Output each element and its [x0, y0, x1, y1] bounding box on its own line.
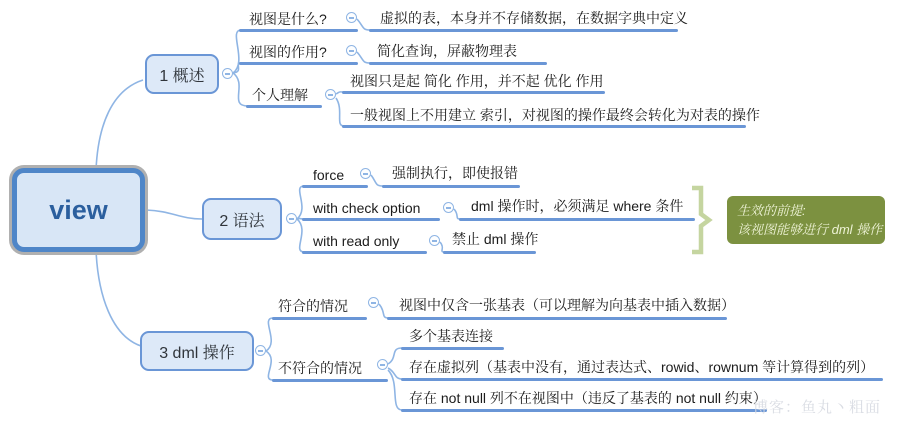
topic-with-check-option[interactable]: with check option	[313, 200, 421, 216]
topic-view-what-answer[interactable]: 虚拟的表，本身并不存储数据，在数据字典中定义	[380, 10, 688, 26]
topic-underline	[272, 317, 367, 320]
topic-view-role-answer[interactable]: 简化查询，屏蔽物理表	[377, 43, 517, 59]
connector-line	[146, 210, 202, 219]
topic-view-what-question[interactable]: 视图是什么?	[249, 11, 327, 27]
connector-line	[233, 30, 241, 73]
collapse-toggle-icon[interactable]	[255, 345, 266, 356]
collapse-toggle-icon[interactable]	[377, 359, 388, 370]
topic-dml-ok-desc[interactable]: 视图中仅含一张基表（可以理解为向基表中插入数据）	[399, 297, 735, 313]
connector-line	[379, 304, 388, 318]
watermark: 博客：鱼丸丶粗面	[753, 399, 882, 416]
connector-line	[336, 98, 344, 126]
branch-topic-syntax[interactable]: 2 语法	[202, 198, 282, 240]
topic-dml-not-ok-2[interactable]: 存在虚拟列（基表中没有，通过表达式、rowid、rownum 等计算得到的列）	[409, 359, 875, 375]
connector-line	[233, 73, 248, 106]
branch-topic-overview[interactable]: 1 概述	[145, 54, 219, 94]
topic-dml-not-ok-3[interactable]: 存在 not null 列不在视图中（违反了基表的 not null 约束）	[409, 390, 767, 406]
branch-topic-dml[interactable]: 3 dml 操作	[140, 331, 254, 371]
topic-underline	[342, 91, 605, 94]
topic-underline	[401, 378, 883, 381]
topic-underline	[302, 185, 368, 188]
connector-line	[266, 351, 273, 380]
connector-line	[297, 186, 304, 219]
collapse-toggle-icon[interactable]	[360, 168, 371, 179]
topic-force-desc[interactable]: 强制执行，即使报错	[392, 165, 518, 181]
connector-line	[388, 348, 402, 364]
collapse-toggle-icon[interactable]	[346, 45, 357, 56]
topic-underline	[443, 251, 536, 254]
topic-underline	[401, 409, 767, 412]
connector-line	[96, 80, 143, 170]
topic-underline	[302, 218, 440, 221]
summary-callout[interactable]	[727, 196, 885, 244]
topic-underline	[401, 347, 504, 350]
topic-underline	[246, 105, 322, 108]
connector-line	[357, 19, 370, 30]
topic-underline	[239, 29, 358, 32]
topic-underline	[239, 62, 358, 65]
connector-line	[96, 250, 141, 346]
topic-personal-understanding[interactable]: 个人理解	[252, 87, 308, 103]
topic-with-read-only-desc[interactable]: 禁止 dml 操作	[452, 231, 539, 247]
topic-underline	[387, 317, 727, 320]
collapse-toggle-icon[interactable]	[325, 89, 336, 100]
topic-underline	[369, 62, 547, 65]
connector-line	[297, 219, 304, 252]
topic-underline	[302, 251, 427, 254]
topic-dml-ok-case[interactable]: 符合的情况	[278, 298, 348, 314]
topic-underline	[342, 125, 746, 128]
collapse-toggle-icon[interactable]	[368, 297, 379, 308]
topic-underline	[459, 218, 695, 221]
topic-dml-not-ok-1[interactable]: 多个基表连接	[409, 328, 493, 344]
topic-personal-note-1[interactable]: 视图只是起 简化 作用，并不起 优化 作用	[350, 73, 604, 89]
topic-force[interactable]: force	[313, 167, 345, 183]
connector-line	[357, 52, 370, 63]
topic-with-read-only[interactable]: with read only	[313, 233, 400, 249]
connector-line	[371, 175, 383, 186]
topic-view-role-question[interactable]: 视图的作用?	[249, 44, 327, 60]
topic-underline	[272, 379, 388, 382]
collapse-toggle-icon[interactable]	[346, 12, 357, 23]
connector-line	[266, 318, 273, 351]
collapse-toggle-icon[interactable]	[222, 68, 233, 79]
topic-underline	[382, 185, 520, 188]
topic-underline	[369, 29, 678, 32]
collapse-toggle-icon[interactable]	[286, 213, 297, 224]
topic-dml-not-ok-case[interactable]: 不符合的情况	[278, 360, 362, 376]
topic-with-check-option-desc[interactable]: dml 操作时，必须满足 where 条件	[471, 198, 684, 214]
collapse-toggle-icon[interactable]	[443, 202, 454, 213]
collapse-toggle-icon[interactable]	[429, 235, 440, 246]
root-topic-view[interactable]: view	[12, 168, 145, 252]
topic-personal-note-2[interactable]: 一般视图上不用建立 索引，对视图的操作最终会转化为对表的操作	[350, 107, 760, 123]
callout-line-2: 该视图能够进行 dml 操作	[737, 222, 883, 237]
callout-line-1: 生效的前提:	[737, 203, 806, 218]
